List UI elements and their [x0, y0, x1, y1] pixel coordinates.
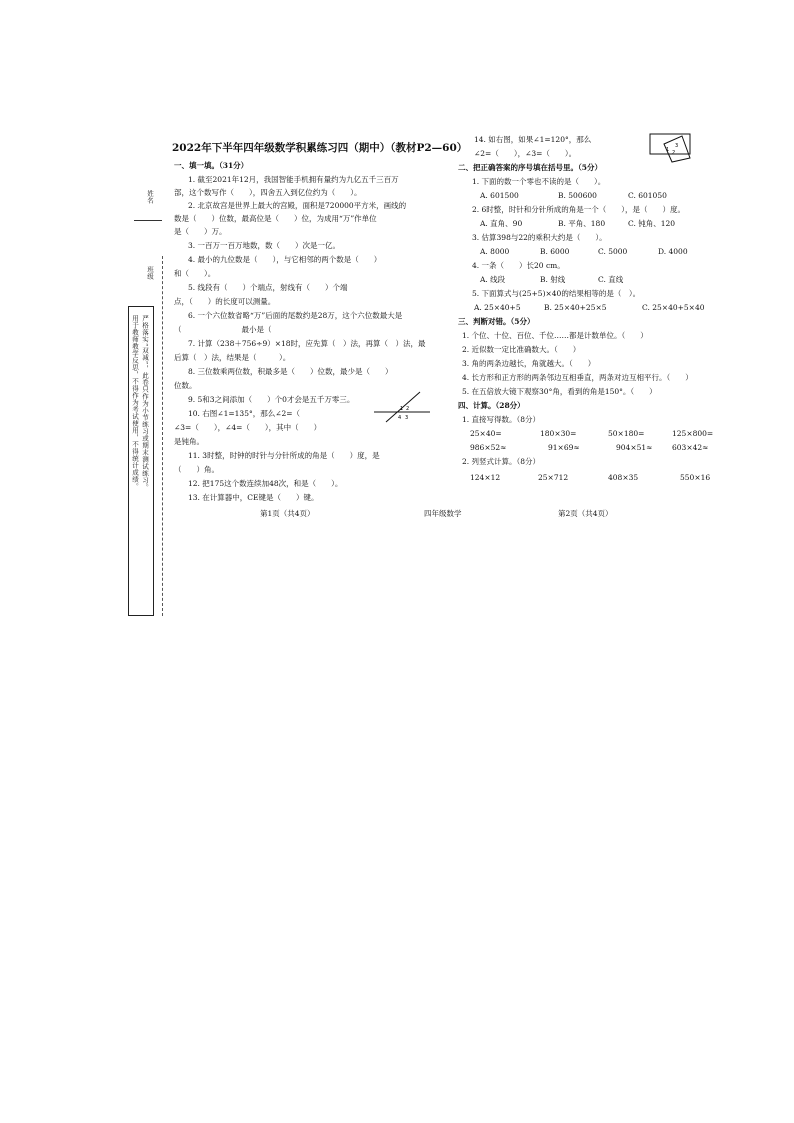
option: B. 500600: [558, 191, 597, 200]
svg-text:1: 1: [400, 406, 404, 412]
question-line: 4. 一条（ ）长20 cm。: [472, 261, 565, 270]
svg-text:3: 3: [675, 143, 679, 149]
option: B. 平角、180: [558, 219, 606, 228]
calc-item: 180×30=: [540, 429, 577, 438]
question-line: ∠3=（ ），∠4=（ ），其中（ ）: [174, 423, 322, 432]
section-heading: 一、填一填。（31分）: [174, 161, 249, 170]
calc-item: 603×42≈: [672, 443, 709, 452]
section-heading: 二、把正确答案的序号填在括号里。（5分）: [458, 163, 602, 172]
angle-figure: [372, 390, 432, 424]
option: C. 5000: [598, 247, 628, 256]
question-line: 9. 5和3之间添加（ ）个0才会是五千万零三。: [188, 395, 355, 404]
question-line: 1. 直接写得数。（8分）: [462, 415, 541, 424]
question-line: 5. 线段有（ ）个端点，射线有（ ）个端: [188, 283, 348, 292]
question-line: 8. 三位数乘两位数，积最多是（ ）位数，最少是（ ）: [188, 367, 393, 376]
question-line: 13. 在计算器中，CE键是（ ）键。: [188, 493, 319, 502]
question-line: 2. 北京故宫是世界上最大的宫殿，面积是720000平方米，画线的: [188, 201, 407, 210]
question-line: 10. 右图∠1=135°，那么∠2=（: [188, 409, 301, 418]
name-label: 姓名: [146, 190, 154, 204]
question-line: 5. 在五倍放大镜下观察30°角，看到的角是150°。（ ）: [462, 387, 657, 396]
question-line: 14. 如右图，如果∠1=120°，那么: [474, 135, 592, 144]
page-footer-right: 第2页（共4页）: [558, 509, 613, 518]
question-line: 后算（ ）法，结果是（ ）。: [174, 353, 291, 362]
svg-text:1: 1: [666, 147, 670, 153]
svg-text:2: 2: [406, 406, 410, 412]
svg-text:2: 2: [672, 150, 676, 156]
page-footer-left: 第1页（共4页）: [260, 509, 315, 518]
question-line: 是钝角。: [174, 437, 204, 446]
rectangle-figure: [648, 130, 694, 164]
question-line: 2. 列竖式计算。（8分）: [462, 457, 541, 466]
question-line: 1. 下面的数一个零也不读的是（ ）。: [472, 177, 606, 186]
question-line: 点，（ ）的长度可以测量。: [174, 297, 276, 306]
question-line: 4. 最小的九位数是（ ），与它相邻的两个数是（ ）: [188, 255, 382, 264]
page-title: 2022年下半年四年级数学积累练习四（期中）（教材P2—60）: [172, 142, 468, 154]
question-line: 和（ ）。: [174, 269, 216, 278]
page-footer-mid: 四年级数学: [424, 509, 462, 518]
class-label: 班级: [146, 266, 154, 280]
question-line: 7. 计算（238＋756÷9）×18时，应先算（ ）法，再算（ ）法，最: [188, 339, 426, 348]
option: C. 25×40+5×40: [642, 303, 705, 312]
cut-line: [162, 256, 163, 616]
svg-text:3: 3: [405, 415, 409, 421]
vertical-calc: 408×35: [608, 473, 639, 482]
calc-item: 50×180=: [608, 429, 645, 438]
question-line: 部，这个数写作（ ），四舍五入到亿位约为（ ）。: [174, 188, 362, 197]
notice-text-1: 严格落实“双减”，此卷只作为小节练习或期末测试练习。: [141, 315, 149, 491]
vertical-calc: 550×16: [680, 473, 711, 482]
calc-item: 986×52≈: [470, 443, 507, 452]
question-line: 3. 估算398与22的乘积大约是（ ）。: [472, 233, 607, 242]
question-line: 4. 长方形和正方形的两条邻边互相垂直，两条对边互相平行。（ ）: [462, 373, 693, 382]
exam-sheet: [128, 128, 728, 520]
question-line: 1. 个位、十位、百位、千位……都是计数单位。（ ）: [462, 331, 648, 340]
option: B. 6000: [540, 247, 570, 256]
option: A. 8000: [480, 247, 510, 256]
question-line: 1. 截至2021年12月，我国智能手机拥有量约为九亿五千三百万: [188, 175, 399, 184]
notice-box: [128, 306, 154, 616]
question-line: 是（ ）万。: [174, 227, 227, 236]
question-line: 3. 一百万一百万地数，数（ ）次是一亿。: [188, 241, 341, 250]
question-line: （ 最小是（: [174, 325, 272, 334]
notice-text-2: 用于教师教学反思，不得作为考试使用，不得统计成绩。: [131, 315, 139, 490]
vertical-calc: 25×712: [538, 473, 569, 482]
section-heading: 四、计算。（28分）: [458, 401, 525, 410]
question-line: 3. 角的两条边越长，角就越大。（ ）: [462, 359, 596, 368]
calc-item: 125×800=: [672, 429, 714, 438]
option: A. 601500: [480, 191, 519, 200]
question-line: 6. 一个六位数省略“万”后面的尾数约是28万，这个六位数最大是: [188, 311, 403, 320]
question-line: 2. 6时整，时针和分针所成的角是一个（ ），是（ ）度。: [472, 205, 686, 214]
svg-text:4: 4: [398, 415, 402, 421]
option: C. 钝角、120: [628, 219, 676, 228]
question-line: ∠2=（ ），∠3=（ ）。: [474, 149, 577, 158]
calc-item: 25×40=: [470, 429, 502, 438]
binder-line: [134, 220, 162, 221]
calc-item: 904×51≈: [616, 443, 653, 452]
option: A. 25×40+5: [474, 303, 521, 312]
option: B. 射线: [540, 275, 566, 284]
option: D. 4000: [658, 247, 688, 256]
question-line: 5. 下面算式与(25+5)×40的结果相等的是（ ）。: [472, 289, 641, 298]
vertical-calc: 124×12: [470, 473, 501, 482]
option: B. 25×40+25×5: [544, 303, 607, 312]
question-line: 11. 3时整，时钟的时针与分针所成的角是（ ）度，是: [188, 451, 380, 460]
question-line: （ ）角。: [174, 465, 219, 474]
question-line: 2. 近似数一定比准确数大。（ ）: [462, 345, 581, 354]
question-line: 12. 把175这个数连续加48次，和是（ ）。: [188, 479, 343, 488]
calc-item: 91×69≈: [548, 443, 580, 452]
question-line: 数是（ ）位数，最高位是（ ）位，为成用“万”作单位: [174, 214, 377, 223]
question-line: 位数。: [174, 381, 197, 390]
option: C. 601050: [628, 191, 667, 200]
option: C. 直线: [598, 275, 624, 284]
option: A. 直角、90: [480, 219, 523, 228]
option: A. 线段: [480, 275, 506, 284]
section-heading: 三、判断对错。（5分）: [458, 317, 535, 326]
